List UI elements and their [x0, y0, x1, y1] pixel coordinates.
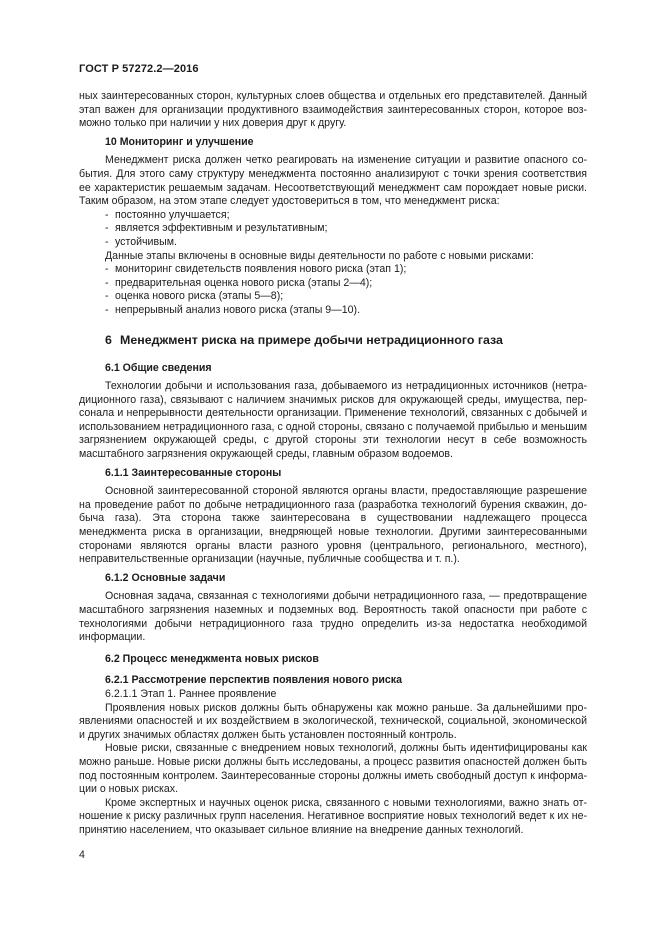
list-item: - устойчивым.: [105, 235, 177, 248]
section-6-2-1-paragraph-3: Кроме экспертных и научных оценок риска, связанного с новыми технологиями, важно знать отношение к риску различных групп населения. Негативное восприятие новых технологий ведет к их непринятию населением, что оказывает сильное влияние на внедрение данных технологий.: [79, 796, 587, 836]
list-item: - предварительная оценка нового риска (этапы 2—4);: [105, 276, 373, 289]
section-10-paragraph-2: Данные этапы включены в основные виды деятельности по работе с новыми рисками:: [105, 249, 534, 262]
section-6-2-1-heading: 6.2.1 Рассмотрение перспектив появления нового риска: [105, 674, 402, 687]
page-number: 4: [79, 849, 85, 861]
list-item: - непрерывный анализ нового риска (этапы 9—10).: [105, 303, 361, 316]
list-item: - мониторинг свидетельств появления нового риска (этап 1);: [105, 263, 407, 276]
document-header: ГОСТ Р 57272.2—2016: [79, 63, 199, 75]
page-content: [79, 90, 587, 838]
section-6-heading: 6 Менеджмент риска на примере добычи нетрадиционного газа: [105, 332, 503, 347]
section-6-1-2-heading: 6.1.2 Основные задачи: [105, 571, 226, 584]
list-item: - постоянно улучшается;: [105, 208, 230, 221]
section-6-2-heading: 6.2 Процесс менеджмента новых рисков: [105, 652, 319, 665]
section-10-paragraph-1: Менеджмент риска должен четко реагировать на изменение ситуации и развитие опасного события. Для этого саму структуру менеджмента постоянно анализируют с точки зрения соответствия ее характеристик решаемым задачам. Несоответствующий менеджмент сам порождает новые риски. Таким образом, на этом этапе следует удостовериться в том, что менеджмент риска:: [79, 154, 587, 208]
section-6-1-1-heading: 6.1.1 Заинтересованные стороны: [105, 466, 282, 479]
section-6-2-1-paragraph-1: Проявления новых рисков должны быть обнаружены как можно раньше. За дальнейшими проявлениями опасностей и их воздействием в экологической, технической, социальной, экономической и других значимых областях должен быть установлен постоянный контроль.: [79, 701, 587, 741]
section-6-1-1-paragraph: Основной заинтересованной стороной являются органы власти, предоставляющие разрешение на проведение работ по добыче нетрадиционного газа (разработка технологий бурения скважин, добыча газа). Эта сторона также заинтересована в существовании надлежащего процесса менеджмента риска в организации, внедряющей новые технологии. Другими заинтересованными сторонами являются органы власти разного уровня (центрального, регионального, местного), неправительственные организации (научные, публичные сообщества и т. п.).: [79, 485, 587, 566]
list-item: - является эффективным и результативным;: [105, 222, 328, 235]
section-6-1-paragraph: Технологии добычи и использования газа, добываемого из нетрадиционных источников (нетрадиционного газа), связывают с наличием значимых рисков для окружающей среды, имущества, персонала и непрерывности деятельности организации. Применение технологий, связанных с добычей и использованием нетрадиционного газа, с одной стороны, связано с получаемой прибылью и меньшим загрязнением окружающей среды, с другой стороны эти технологии несут в себе возможность масштабного загрязнения окружающей среды, главным образом водоемов.: [79, 380, 587, 461]
intro-paragraph: ных заинтересованных сторон, культурных слоев общества и отдельных его представителей. Данный этап важен для организации продуктивного взаимодействия заинтересованных сторон, которое возможно только при наличии у них доверия друг к другу.: [79, 90, 587, 130]
list-item: - оценка нового риска (этапы 5—8);: [105, 290, 284, 303]
section-10-list-1: [79, 209, 587, 250]
section-6-2-1-paragraph-2: Новые риски, связанные с внедрением новых технологий, должны быть идентифицированы как можно раньше. Новые риски должны быть исследованы, а процесс развития опасностей должен быть под постоянным контролем. Заинтересованные стороны должны иметь свободный доступ к информации о новых рисках.: [79, 742, 587, 796]
section-10-list-2: [79, 263, 587, 317]
section-6-1-heading: 6.1 Общие сведения: [105, 361, 212, 374]
section-6-1-2-paragraph: Основная задача, связанная с технологиями добычи нетрадиционного газа, — предотвращение масштабного загрязнения наземных и подземных вод. Вероятность такой опасности при работе с технологиями добычи нетрадиционного газа трудно определить из-за недостатка необходимой информации.: [79, 590, 587, 644]
section-10-heading: 10 Мониторинг и улучшение: [105, 135, 254, 148]
section-6-2-1-1-heading: 6.2.1.1 Этап 1. Раннее проявление: [105, 687, 277, 700]
